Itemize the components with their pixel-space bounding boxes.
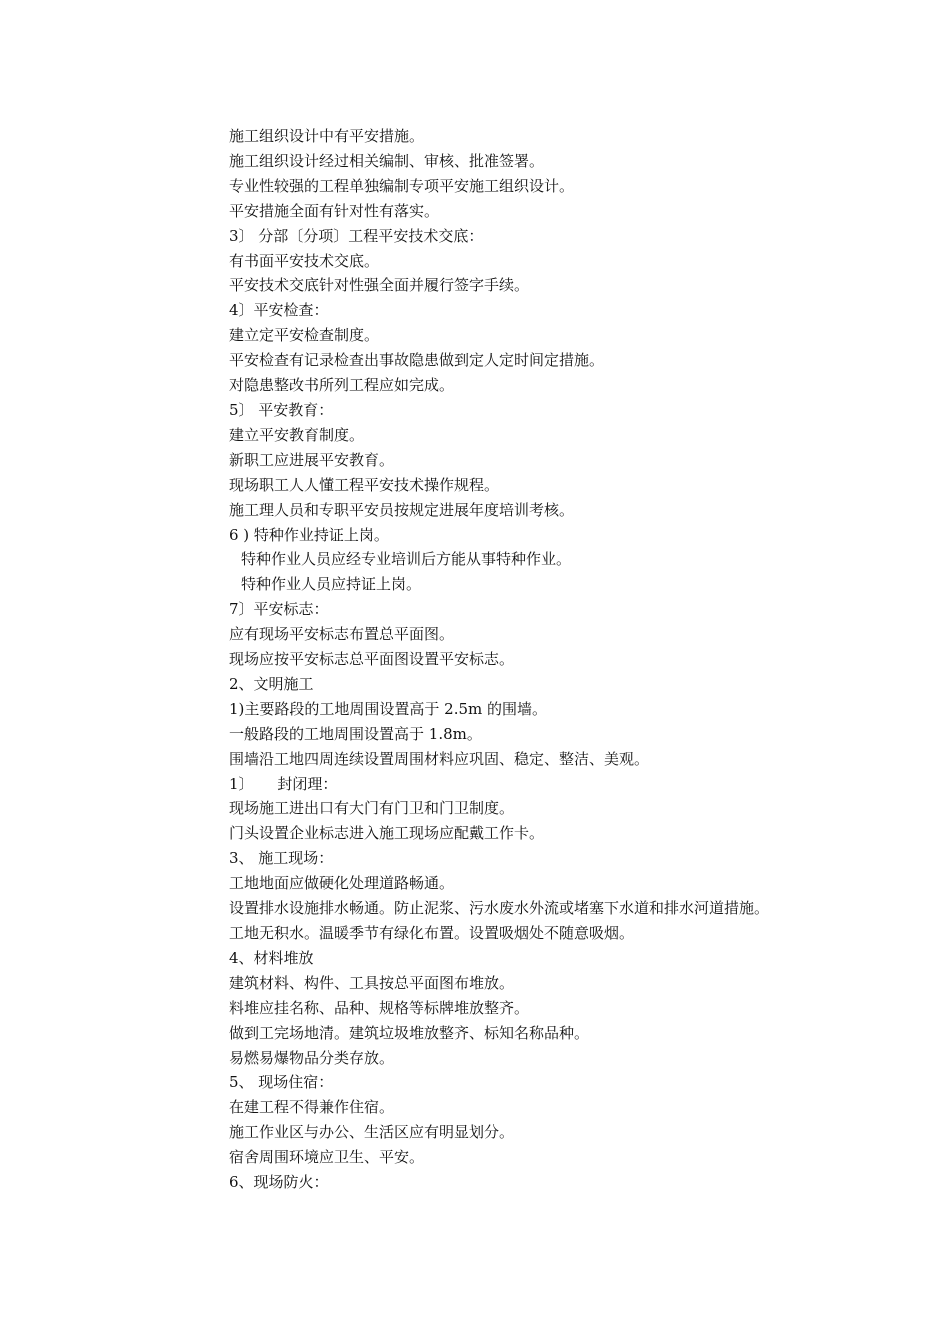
text-line: 特种作业人员应经专业培训后方能从事特种作业。 xyxy=(241,550,572,569)
text-line: 平安措施全面有针对性有落实。 xyxy=(229,201,440,220)
section-heading: 6 ) 特种作业持证上岗。 xyxy=(229,525,389,544)
text-line: 平安技术交底针对性强全面并履行签字手续。 xyxy=(229,276,530,295)
text-line: 新职工应进展平安教育。 xyxy=(229,450,395,469)
text-line: 建立平安教育制度。 xyxy=(229,425,365,444)
document-page xyxy=(229,124,819,1195)
section-heading: 4、材料堆放 xyxy=(229,948,314,967)
text-line: 设置排水设施排水畅通。防止泥浆、污水废水外流或堵塞下水道和排水河道措施。 xyxy=(229,899,770,918)
text-line: 工地无积水。温暖季节有绿化布置。设置吸烟处不随意吸烟。 xyxy=(229,924,635,942)
text-line: 现场应按平安标志总平面图设置平安标志。 xyxy=(229,650,515,669)
text-line: 建立定平安检查制度。 xyxy=(229,326,380,345)
text-line: 宿舍周围环境应卫生、平安。 xyxy=(229,1148,425,1167)
section-heading: 3、 施工现场： xyxy=(229,849,334,868)
section-heading: 4〕平安检查： xyxy=(229,301,329,320)
text-line: 施工理人员和专职平安员按规定进展年度培训考核。 xyxy=(229,500,575,519)
section-heading: 6、现场防火： xyxy=(229,1173,329,1192)
text-line: 现场施工进出口有大门有门卫和门卫制度。 xyxy=(229,799,515,818)
section-heading: 1〕 封闭理： xyxy=(229,774,338,793)
section-heading: 3〕 分部〔分项〕工程平安技术交底： xyxy=(229,226,484,245)
text-line: 现场职工人人懂工程平安技术操作规程。 xyxy=(229,475,500,494)
text-line: 施工作业区与办公、生活区应有明显划分。 xyxy=(229,1123,515,1142)
text-line: 工地地面应做硬化处理道路畅通。 xyxy=(229,874,455,893)
section-heading: 2、文明施工 xyxy=(229,674,314,693)
section-heading: 5〕 平安教育： xyxy=(229,400,334,419)
text-line: 建筑材料、构件、工具按总平面图布堆放。 xyxy=(229,973,515,992)
text-line: 做到工完场地清。建筑垃圾堆放整齐、标知名称品种。 xyxy=(229,1023,590,1042)
text-line: 易燃易爆物品分类存放。 xyxy=(229,1048,395,1067)
text-line: 围墙沿工地四周连续设置周围材料应巩固、稳定、整洁、美观。 xyxy=(229,749,650,768)
text-line: 平安检查有记录检查出事故隐患做到定人定时间定措施。 xyxy=(229,351,605,370)
text-line: 施工组织设计中有平安措施。 xyxy=(229,127,425,145)
text-line: 应有现场平安标志布置总平面图。 xyxy=(229,625,455,644)
text-line: 1)主要路段的工地周围设置高于 2.5m 的围墙。 xyxy=(229,699,548,718)
text-line: 一般路段的工地周围设置高于 1.8m。 xyxy=(229,724,482,743)
text-line: 专业性较强的工程单独编制专项平安施工组织设计。 xyxy=(229,176,575,195)
text-line: 有书面平安技术交底。 xyxy=(229,251,380,270)
text-line: 门头设置企业标志进入施工现场应配戴工作卡。 xyxy=(229,824,545,843)
text-line: 特种作业人员应持证上岗。 xyxy=(241,575,422,594)
text-line: 对隐患整改书所列工程应如完成。 xyxy=(229,376,455,395)
section-heading: 7〕平安标志： xyxy=(229,600,329,619)
text-line: 施工组织设计经过相关编制、审核、批准签署。 xyxy=(229,151,545,170)
text-line: 料堆应挂名称、品种、规格等标牌堆放整齐。 xyxy=(229,998,530,1017)
text-line: 在建工程不得兼作住宿。 xyxy=(229,1098,395,1117)
section-heading: 5、 现场住宿： xyxy=(229,1073,334,1092)
